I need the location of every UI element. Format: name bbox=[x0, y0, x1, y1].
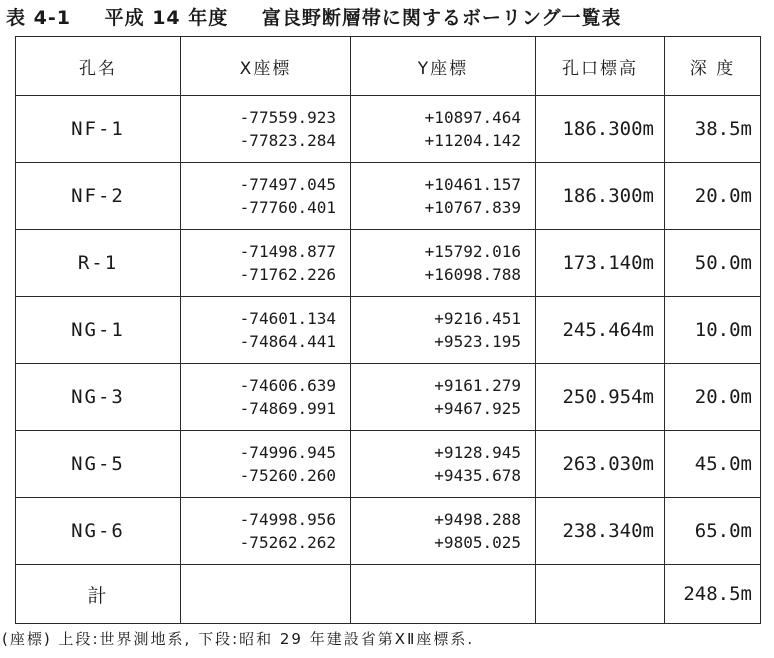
elevation-cell: 250.954m bbox=[536, 364, 665, 431]
y-upper: +9161.279 bbox=[434, 376, 521, 395]
elevation-cell: 173.140m bbox=[536, 230, 665, 297]
table-row bbox=[16, 163, 761, 230]
depth-cell: 20.0m bbox=[665, 163, 761, 230]
x-lower: -74869.991 bbox=[239, 399, 336, 418]
hole-name: NF-1 bbox=[16, 96, 181, 163]
total-depth: 248.5m bbox=[665, 565, 761, 624]
y-upper: +10461.157 bbox=[424, 175, 521, 194]
y-coordinate-cell bbox=[351, 96, 536, 163]
x-lower: -74864.441 bbox=[239, 332, 336, 351]
table-row bbox=[16, 96, 761, 163]
y-upper: +10897.464 bbox=[424, 108, 521, 127]
table-row bbox=[16, 297, 761, 364]
x-upper: -74996.945 bbox=[239, 443, 336, 462]
header-hole-name: 孔名 bbox=[16, 37, 181, 96]
table-row bbox=[16, 431, 761, 498]
y-lower: +11204.142 bbox=[424, 131, 521, 150]
empty-cell bbox=[536, 565, 665, 624]
hole-name: NG-6 bbox=[16, 498, 181, 565]
hole-name: R-1 bbox=[16, 230, 181, 297]
y-lower: +10767.839 bbox=[424, 198, 521, 217]
x-coordinate-cell bbox=[181, 230, 351, 297]
y-lower: +9467.925 bbox=[434, 399, 521, 418]
x-upper: -74606.639 bbox=[239, 376, 336, 395]
table-row bbox=[16, 230, 761, 297]
x-upper: -71498.877 bbox=[239, 242, 336, 261]
x-upper: -74601.134 bbox=[239, 309, 336, 328]
y-upper: +9128.945 bbox=[434, 443, 521, 462]
hole-name: NG-5 bbox=[16, 431, 181, 498]
header-y-coordinate: Y座標 bbox=[351, 37, 536, 96]
y-lower: +9523.195 bbox=[434, 332, 521, 351]
x-coordinate-cell bbox=[181, 498, 351, 565]
y-coordinate-cell bbox=[351, 297, 536, 364]
x-coordinate-cell bbox=[181, 163, 351, 230]
x-coordinate-cell bbox=[181, 297, 351, 364]
y-lower: +9805.025 bbox=[434, 533, 521, 552]
x-upper: -74998.956 bbox=[239, 510, 336, 529]
x-upper: -77559.923 bbox=[239, 108, 336, 127]
depth-cell: 45.0m bbox=[665, 431, 761, 498]
x-lower: -77760.401 bbox=[239, 198, 336, 217]
y-lower: +16098.788 bbox=[424, 265, 521, 284]
y-coordinate-cell bbox=[351, 230, 536, 297]
x-lower: -75262.262 bbox=[239, 533, 336, 552]
y-coordinate-cell bbox=[351, 431, 536, 498]
table-row bbox=[16, 498, 761, 565]
x-lower: -71762.226 bbox=[239, 265, 336, 284]
table-title bbox=[6, 3, 766, 31]
header-depth: 深 度 bbox=[665, 37, 761, 96]
y-lower: +9435.678 bbox=[434, 466, 521, 485]
table-row bbox=[16, 364, 761, 431]
total-label: 計 bbox=[16, 565, 181, 624]
coordinate-note: (座標) 上段:世界測地系, 下段:昭和 29 年建設省第ⅩⅡ座標系. bbox=[2, 630, 475, 648]
elevation-cell: 238.340m bbox=[536, 498, 665, 565]
y-upper: +9216.451 bbox=[434, 309, 521, 328]
empty-cell bbox=[351, 565, 536, 624]
x-coordinate-cell bbox=[181, 431, 351, 498]
x-upper: -77497.045 bbox=[239, 175, 336, 194]
header-elevation: 孔口標高 bbox=[536, 37, 665, 96]
elevation-cell: 245.464m bbox=[536, 297, 665, 364]
y-coordinate-cell bbox=[351, 498, 536, 565]
borehole-table bbox=[15, 36, 761, 624]
hole-name: NF-2 bbox=[16, 163, 181, 230]
table-name: 富良野断層帯に関するボーリング一覧表 bbox=[261, 7, 622, 29]
table-number: 表 4-1 bbox=[6, 7, 71, 29]
x-lower: -77823.284 bbox=[239, 131, 336, 150]
header-x-coordinate: X座標 bbox=[181, 37, 351, 96]
depth-cell: 38.5m bbox=[665, 96, 761, 163]
depth-cell: 50.0m bbox=[665, 230, 761, 297]
x-coordinate-cell bbox=[181, 96, 351, 163]
depth-cell: 65.0m bbox=[665, 498, 761, 565]
table-header-row bbox=[16, 37, 761, 96]
y-coordinate-cell bbox=[351, 163, 536, 230]
empty-cell bbox=[181, 565, 351, 624]
y-coordinate-cell bbox=[351, 364, 536, 431]
hole-name: NG-1 bbox=[16, 297, 181, 364]
depth-cell: 20.0m bbox=[665, 364, 761, 431]
depth-cell: 10.0m bbox=[665, 297, 761, 364]
elevation-cell: 186.300m bbox=[536, 163, 665, 230]
y-upper: +9498.288 bbox=[434, 510, 521, 529]
table-year: 平成 14 年度 bbox=[104, 7, 229, 29]
x-coordinate-cell bbox=[181, 364, 351, 431]
elevation-cell: 263.030m bbox=[536, 431, 665, 498]
total-row bbox=[16, 565, 761, 624]
x-lower: -75260.260 bbox=[239, 466, 336, 485]
elevation-cell: 186.300m bbox=[536, 96, 665, 163]
hole-name: NG-3 bbox=[16, 364, 181, 431]
y-upper: +15792.016 bbox=[424, 242, 521, 261]
